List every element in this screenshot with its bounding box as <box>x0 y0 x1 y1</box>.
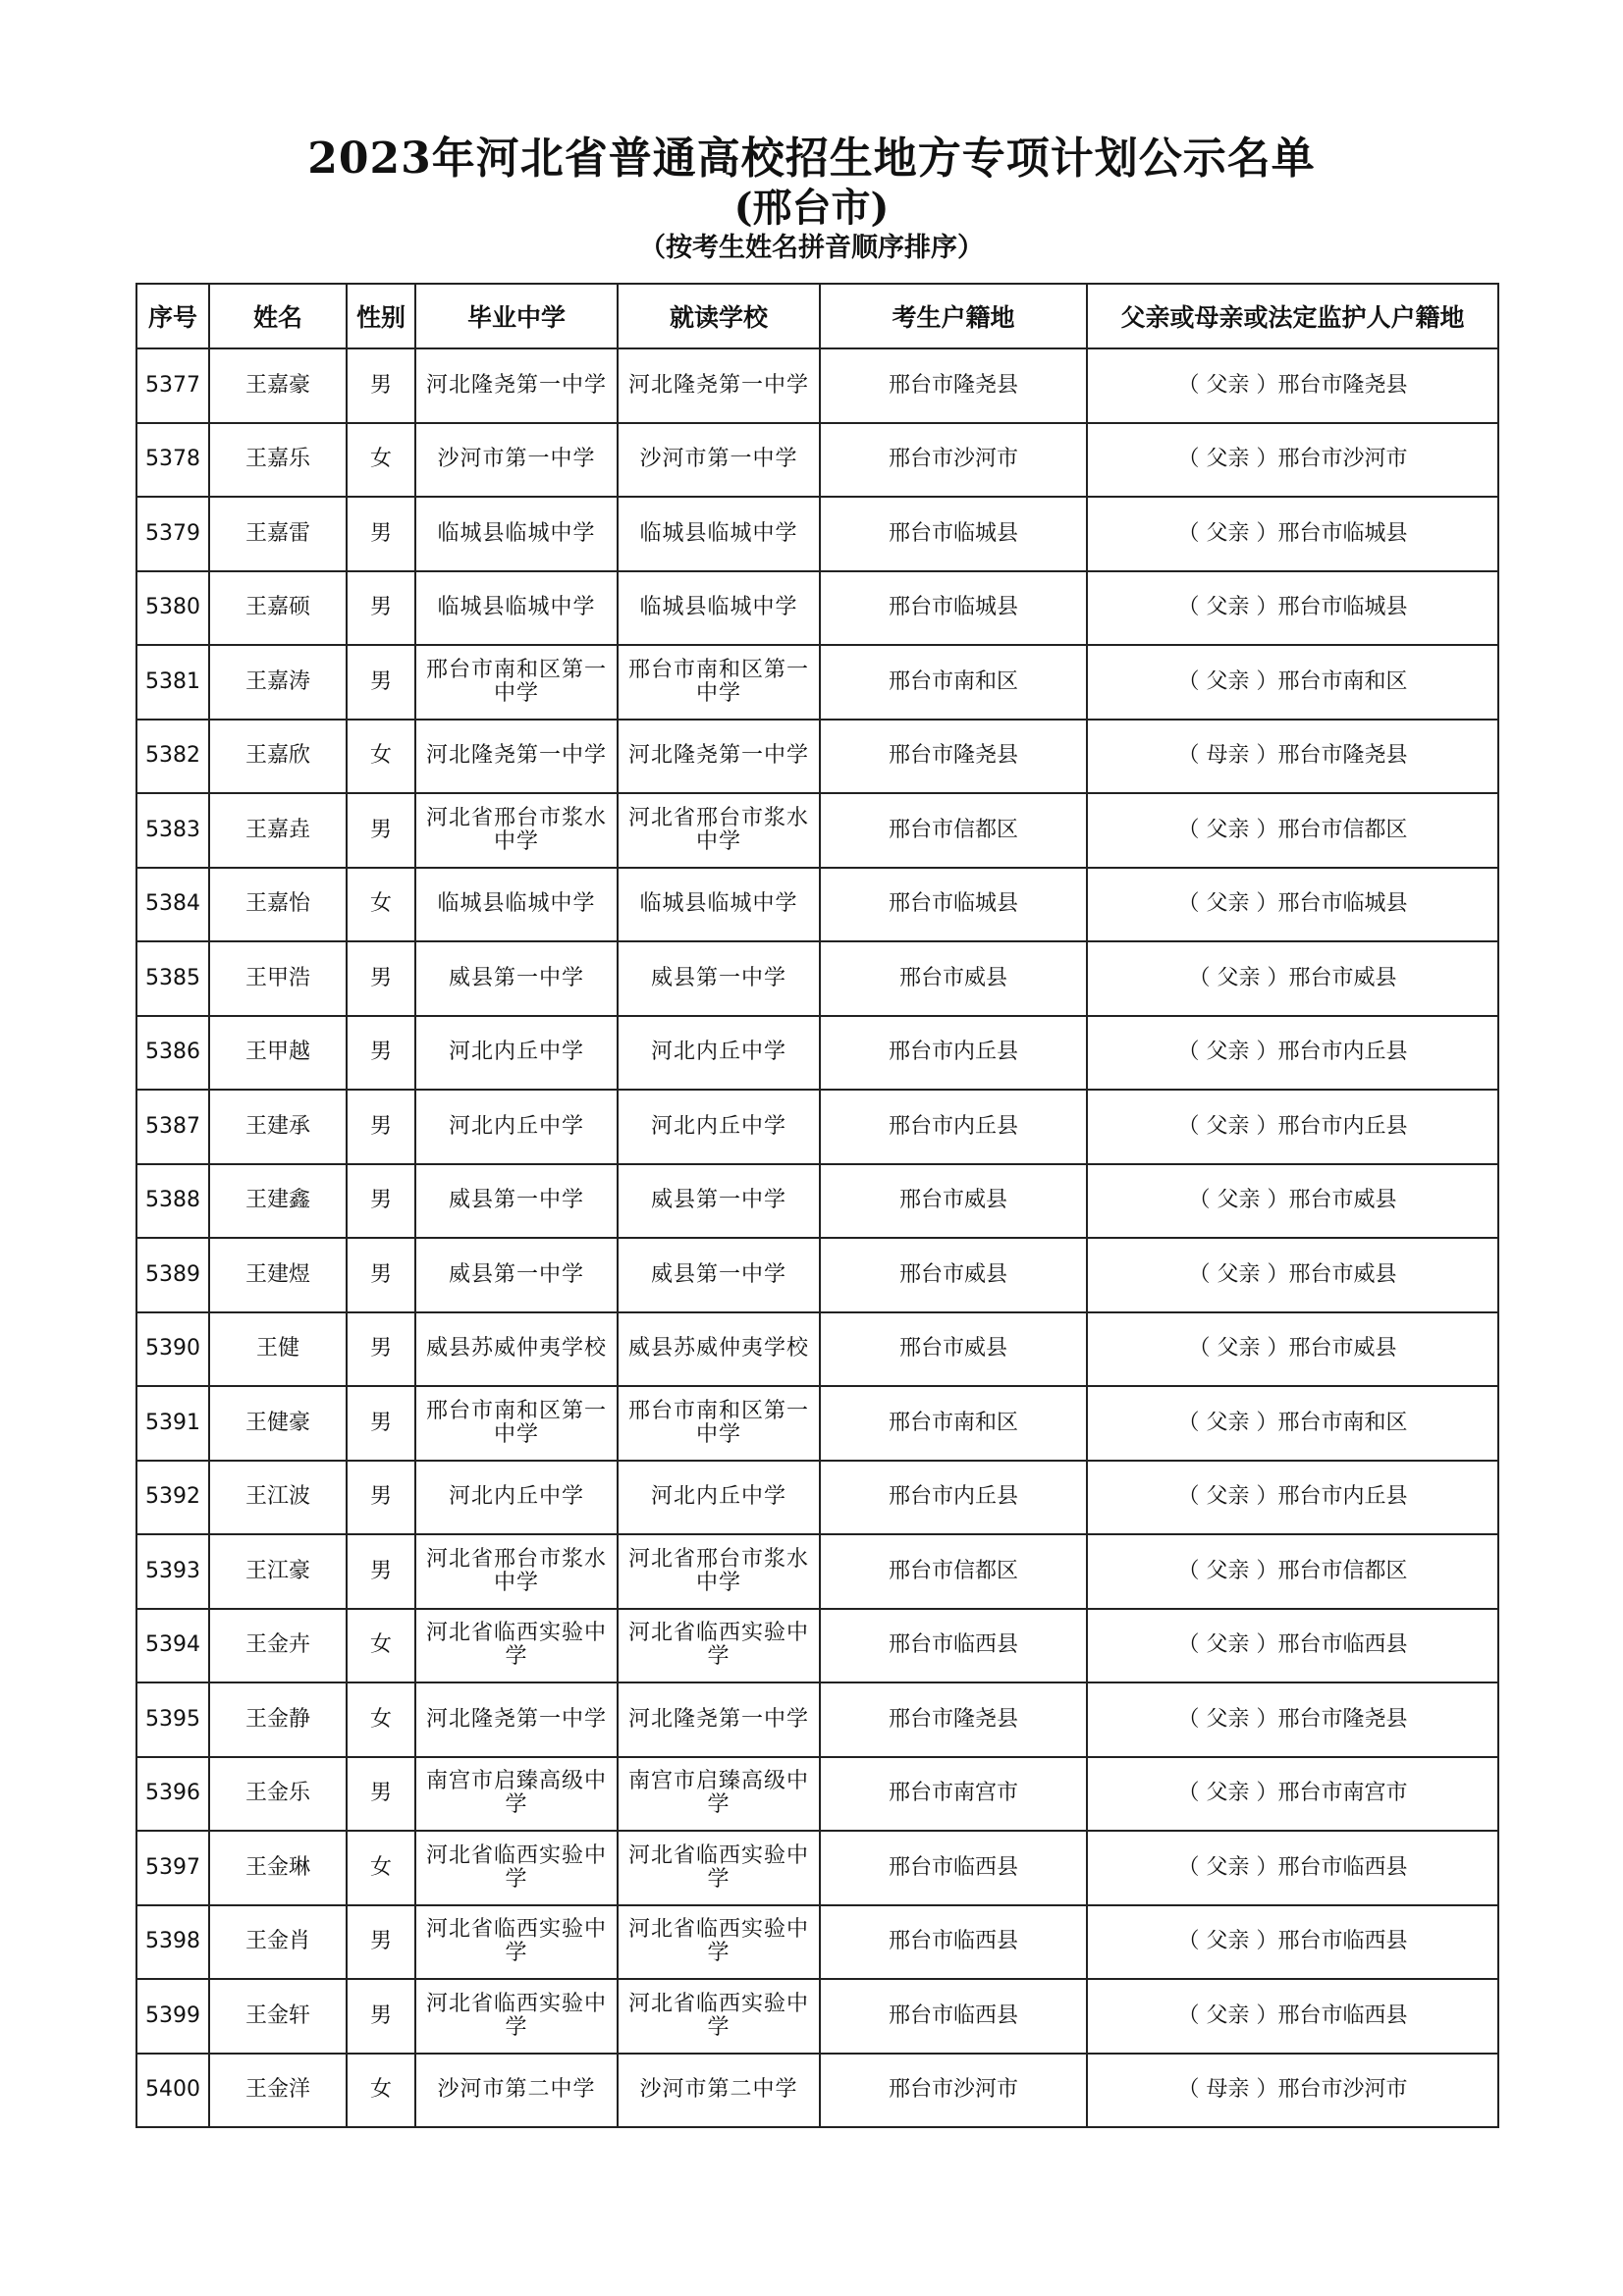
cell-name: 王金卉 <box>209 1609 347 1683</box>
cell-name: 王建承 <box>209 1090 347 1164</box>
cell-study-school: 南宫市启臻高级中学 <box>618 1757 820 1832</box>
cell-hukou: 邢台市威县 <box>820 941 1087 1016</box>
cell-seq: 5393 <box>136 1534 209 1609</box>
cell-seq: 5381 <box>136 645 209 720</box>
table-row <box>136 1905 1498 1980</box>
header-study-school: 就读学校 <box>618 284 820 348</box>
cell-study-school: 河北隆尧第一中学 <box>618 1682 820 1757</box>
cell-grad-school: 河北内丘中学 <box>415 1461 618 1535</box>
cell-guardian-hukou: （ 父亲 ）邢台市信都区 <box>1087 1534 1498 1609</box>
cell-guardian-hukou: （ 父亲 ）邢台市隆尧县 <box>1087 1682 1498 1757</box>
header-grad-school: 毕业中学 <box>415 284 618 348</box>
cell-grad-school: 河北省临西实验中学 <box>415 1979 618 2054</box>
cell-hukou: 邢台市南和区 <box>820 1386 1087 1461</box>
table-row <box>136 1609 1498 1683</box>
cell-name: 王嘉欣 <box>209 720 347 794</box>
table-row <box>136 645 1498 720</box>
cell-hukou: 邢台市南和区 <box>820 645 1087 720</box>
cell-study-school: 河北隆尧第一中学 <box>618 348 820 423</box>
cell-seq: 5392 <box>136 1461 209 1535</box>
cell-hukou: 邢台市临西县 <box>820 1609 1087 1683</box>
cell-name: 王建煜 <box>209 1238 347 1312</box>
cell-seq: 5377 <box>136 348 209 423</box>
table-body <box>136 348 1498 2127</box>
cell-guardian-hukou: （ 父亲 ）邢台市威县 <box>1087 1312 1498 1387</box>
cell-study-school: 河北省邢台市浆水中学 <box>618 1534 820 1609</box>
cell-hukou: 邢台市内丘县 <box>820 1461 1087 1535</box>
cell-guardian-hukou: （ 父亲 ）邢台市临城县 <box>1087 497 1498 571</box>
cell-name: 王金轩 <box>209 1979 347 2054</box>
cell-guardian-hukou: （ 父亲 ）邢台市临西县 <box>1087 1905 1498 1980</box>
cell-grad-school: 河北省临西实验中学 <box>415 1831 618 1905</box>
cell-study-school: 邢台市南和区第一中学 <box>618 1386 820 1461</box>
cell-guardian-hukou: （ 母亲 ）邢台市沙河市 <box>1087 2054 1498 2128</box>
cell-seq: 5399 <box>136 1979 209 2054</box>
cell-seq: 5389 <box>136 1238 209 1312</box>
cell-name: 王嘉雷 <box>209 497 347 571</box>
cell-hukou: 邢台市临西县 <box>820 1831 1087 1905</box>
cell-gender: 男 <box>347 1534 415 1609</box>
cell-gender: 女 <box>347 423 415 498</box>
header-row <box>136 284 1498 348</box>
cell-study-school: 河北省临西实验中学 <box>618 1979 820 2054</box>
cell-grad-school: 威县第一中学 <box>415 1164 618 1239</box>
cell-study-school: 临城县临城中学 <box>618 571 820 646</box>
cell-guardian-hukou: （ 父亲 ）邢台市南宫市 <box>1087 1757 1498 1832</box>
cell-grad-school: 河北隆尧第一中学 <box>415 348 618 423</box>
cell-hukou: 邢台市沙河市 <box>820 423 1087 498</box>
cell-name: 王甲浩 <box>209 941 347 1016</box>
cell-grad-school: 威县第一中学 <box>415 1238 618 1312</box>
cell-study-school: 临城县临城中学 <box>618 868 820 942</box>
roster-table <box>135 283 1499 2128</box>
cell-gender: 男 <box>347 1905 415 1980</box>
cell-guardian-hukou: （ 父亲 ）邢台市沙河市 <box>1087 423 1498 498</box>
cell-name: 王嘉涛 <box>209 645 347 720</box>
cell-hukou: 邢台市临城县 <box>820 497 1087 571</box>
cell-seq: 5398 <box>136 1905 209 1980</box>
cell-hukou: 邢台市信都区 <box>820 1534 1087 1609</box>
cell-name: 王嘉怡 <box>209 868 347 942</box>
table-row <box>136 1757 1498 1832</box>
cell-seq: 5378 <box>136 423 209 498</box>
cell-hukou: 邢台市内丘县 <box>820 1090 1087 1164</box>
table-row <box>136 1312 1498 1387</box>
cell-guardian-hukou: （ 父亲 ）邢台市南和区 <box>1087 1386 1498 1461</box>
table-row <box>136 2054 1498 2128</box>
document-sort-note: （按考生姓名拼音顺序排序） <box>639 233 984 263</box>
cell-seq: 5383 <box>136 793 209 868</box>
header-guardian-hukou: 父亲或母亲或法定监护人户籍地 <box>1087 284 1498 348</box>
cell-guardian-hukou: （ 父亲 ）邢台市南和区 <box>1087 645 1498 720</box>
cell-hukou: 邢台市内丘县 <box>820 1016 1087 1091</box>
cell-hukou: 邢台市临西县 <box>820 1905 1087 1980</box>
cell-gender: 男 <box>347 1016 415 1091</box>
cell-name: 王金乐 <box>209 1757 347 1832</box>
cell-grad-school: 河北省邢台市浆水中学 <box>415 1534 618 1609</box>
table-row <box>136 348 1498 423</box>
table-row <box>136 1682 1498 1757</box>
cell-name: 王江豪 <box>209 1534 347 1609</box>
table-row <box>136 1090 1498 1164</box>
cell-gender: 男 <box>347 941 415 1016</box>
cell-gender: 女 <box>347 1682 415 1757</box>
table-header <box>136 284 1498 348</box>
cell-study-school: 邢台市南和区第一中学 <box>618 645 820 720</box>
table-row <box>136 1386 1498 1461</box>
cell-guardian-hukou: （ 父亲 ）邢台市临西县 <box>1087 1831 1498 1905</box>
header-seq: 序号 <box>136 284 209 348</box>
cell-name: 王甲越 <box>209 1016 347 1091</box>
cell-seq: 5395 <box>136 1682 209 1757</box>
table-row <box>136 1831 1498 1905</box>
table-row <box>136 1534 1498 1609</box>
cell-hukou: 邢台市临城县 <box>820 571 1087 646</box>
header-name: 姓名 <box>209 284 347 348</box>
cell-guardian-hukou: （ 父亲 ）邢台市内丘县 <box>1087 1016 1498 1091</box>
cell-grad-school: 临城县临城中学 <box>415 497 618 571</box>
table-row <box>136 497 1498 571</box>
cell-gender: 女 <box>347 720 415 794</box>
cell-gender: 女 <box>347 1831 415 1905</box>
table-row <box>136 1016 1498 1091</box>
cell-grad-school: 邢台市南和区第一中学 <box>415 1386 618 1461</box>
cell-study-school: 威县第一中学 <box>618 1238 820 1312</box>
table-row <box>136 720 1498 794</box>
cell-study-school: 河北省邢台市浆水中学 <box>618 793 820 868</box>
cell-grad-school: 南宫市启臻高级中学 <box>415 1757 618 1832</box>
table-row <box>136 868 1498 942</box>
cell-grad-school: 河北省临西实验中学 <box>415 1609 618 1683</box>
cell-gender: 女 <box>347 2054 415 2128</box>
cell-name: 王嘉垚 <box>209 793 347 868</box>
cell-study-school: 河北隆尧第一中学 <box>618 720 820 794</box>
cell-study-school: 临城县临城中学 <box>618 497 820 571</box>
cell-seq: 5384 <box>136 868 209 942</box>
cell-study-school: 河北省临西实验中学 <box>618 1905 820 1980</box>
cell-hukou: 邢台市隆尧县 <box>820 1682 1087 1757</box>
cell-guardian-hukou: （ 父亲 ）邢台市临城县 <box>1087 868 1498 942</box>
cell-guardian-hukou: （ 父亲 ）邢台市内丘县 <box>1087 1090 1498 1164</box>
cell-grad-school: 临城县临城中学 <box>415 868 618 942</box>
table-row <box>136 793 1498 868</box>
cell-grad-school: 沙河市第二中学 <box>415 2054 618 2128</box>
header-hukou: 考生户籍地 <box>820 284 1087 348</box>
table-row <box>136 1238 1498 1312</box>
cell-seq: 5388 <box>136 1164 209 1239</box>
cell-gender: 男 <box>347 1386 415 1461</box>
cell-seq: 5396 <box>136 1757 209 1832</box>
table-row <box>136 1461 1498 1535</box>
cell-study-school: 威县第一中学 <box>618 941 820 1016</box>
cell-name: 王金肖 <box>209 1905 347 1980</box>
cell-grad-school: 河北隆尧第一中学 <box>415 720 618 794</box>
cell-seq: 5385 <box>136 941 209 1016</box>
cell-name: 王嘉乐 <box>209 423 347 498</box>
cell-hukou: 邢台市隆尧县 <box>820 348 1087 423</box>
cell-study-school: 威县苏威仲夷学校 <box>618 1312 820 1387</box>
cell-seq: 5391 <box>136 1386 209 1461</box>
cell-gender: 男 <box>347 1979 415 2054</box>
cell-study-school: 河北省临西实验中学 <box>618 1831 820 1905</box>
cell-gender: 男 <box>347 348 415 423</box>
cell-hukou: 邢台市临西县 <box>820 1979 1087 2054</box>
cell-guardian-hukou: （ 父亲 ）邢台市信都区 <box>1087 793 1498 868</box>
cell-seq: 5394 <box>136 1609 209 1683</box>
cell-gender: 男 <box>347 571 415 646</box>
cell-guardian-hukou: （ 父亲 ）邢台市威县 <box>1087 1164 1498 1239</box>
cell-guardian-hukou: （ 父亲 ）邢台市临城县 <box>1087 571 1498 646</box>
cell-name: 王金洋 <box>209 2054 347 2128</box>
cell-seq: 5397 <box>136 1831 209 1905</box>
cell-guardian-hukou: （ 父亲 ）邢台市临西县 <box>1087 1979 1498 2054</box>
cell-seq: 5379 <box>136 497 209 571</box>
cell-grad-school: 威县第一中学 <box>415 941 618 1016</box>
cell-guardian-hukou: （ 父亲 ）邢台市临西县 <box>1087 1609 1498 1683</box>
cell-hukou: 邢台市威县 <box>820 1164 1087 1239</box>
cell-name: 王健 <box>209 1312 347 1387</box>
cell-gender: 男 <box>347 1238 415 1312</box>
cell-name: 王嘉硕 <box>209 571 347 646</box>
cell-seq: 5382 <box>136 720 209 794</box>
cell-guardian-hukou: （ 父亲 ）邢台市隆尧县 <box>1087 348 1498 423</box>
cell-gender: 男 <box>347 793 415 868</box>
cell-seq: 5400 <box>136 2054 209 2128</box>
cell-grad-school: 河北省临西实验中学 <box>415 1905 618 1980</box>
table-row <box>136 1164 1498 1239</box>
cell-gender: 男 <box>347 1757 415 1832</box>
table-row <box>136 423 1498 498</box>
cell-seq: 5390 <box>136 1312 209 1387</box>
cell-guardian-hukou: （ 父亲 ）邢台市威县 <box>1087 1238 1498 1312</box>
cell-guardian-hukou: （ 母亲 ）邢台市隆尧县 <box>1087 720 1498 794</box>
table-row <box>136 941 1498 1016</box>
cell-study-school: 沙河市第一中学 <box>618 423 820 498</box>
cell-gender: 女 <box>347 868 415 942</box>
cell-hukou: 邢台市南宫市 <box>820 1757 1087 1832</box>
cell-grad-school: 河北内丘中学 <box>415 1090 618 1164</box>
cell-guardian-hukou: （ 父亲 ）邢台市威县 <box>1087 941 1498 1016</box>
cell-hukou: 邢台市威县 <box>820 1238 1087 1312</box>
cell-grad-school: 河北省邢台市浆水中学 <box>415 793 618 868</box>
cell-hukou: 邢台市临城县 <box>820 868 1087 942</box>
cell-hukou: 邢台市信都区 <box>820 793 1087 868</box>
cell-gender: 男 <box>347 497 415 571</box>
cell-name: 王建鑫 <box>209 1164 347 1239</box>
cell-study-school: 河北内丘中学 <box>618 1090 820 1164</box>
cell-gender: 男 <box>347 1312 415 1387</box>
cell-gender: 男 <box>347 1461 415 1535</box>
cell-gender: 男 <box>347 1090 415 1164</box>
document-city: (邢台市) <box>733 185 890 231</box>
cell-study-school: 威县第一中学 <box>618 1164 820 1239</box>
cell-grad-school: 河北内丘中学 <box>415 1016 618 1091</box>
cell-hukou: 邢台市隆尧县 <box>820 720 1087 794</box>
cell-seq: 5380 <box>136 571 209 646</box>
cell-grad-school: 临城县临城中学 <box>415 571 618 646</box>
cell-name: 王嘉豪 <box>209 348 347 423</box>
cell-name: 王金琳 <box>209 1831 347 1905</box>
table-row <box>136 1979 1498 2054</box>
cell-guardian-hukou: （ 父亲 ）邢台市内丘县 <box>1087 1461 1498 1535</box>
cell-grad-school: 邢台市南和区第一中学 <box>415 645 618 720</box>
cell-grad-school: 河北隆尧第一中学 <box>415 1682 618 1757</box>
document-title: 2023年河北省普通高校招生地方专项计划公示名单 <box>307 133 1316 184</box>
cell-gender: 女 <box>347 1609 415 1683</box>
header-gender: 性别 <box>347 284 415 348</box>
cell-study-school: 沙河市第二中学 <box>618 2054 820 2128</box>
cell-grad-school: 威县苏威仲夷学校 <box>415 1312 618 1387</box>
cell-hukou: 邢台市威县 <box>820 1312 1087 1387</box>
cell-hukou: 邢台市沙河市 <box>820 2054 1087 2128</box>
cell-seq: 5386 <box>136 1016 209 1091</box>
cell-study-school: 河北内丘中学 <box>618 1016 820 1091</box>
cell-study-school: 河北内丘中学 <box>618 1461 820 1535</box>
cell-grad-school: 沙河市第一中学 <box>415 423 618 498</box>
cell-name: 王江波 <box>209 1461 347 1535</box>
cell-gender: 男 <box>347 645 415 720</box>
cell-seq: 5387 <box>136 1090 209 1164</box>
cell-gender: 男 <box>347 1164 415 1239</box>
cell-study-school: 河北省临西实验中学 <box>618 1609 820 1683</box>
table-row <box>136 571 1498 646</box>
cell-name: 王健豪 <box>209 1386 347 1461</box>
cell-name: 王金静 <box>209 1682 347 1757</box>
